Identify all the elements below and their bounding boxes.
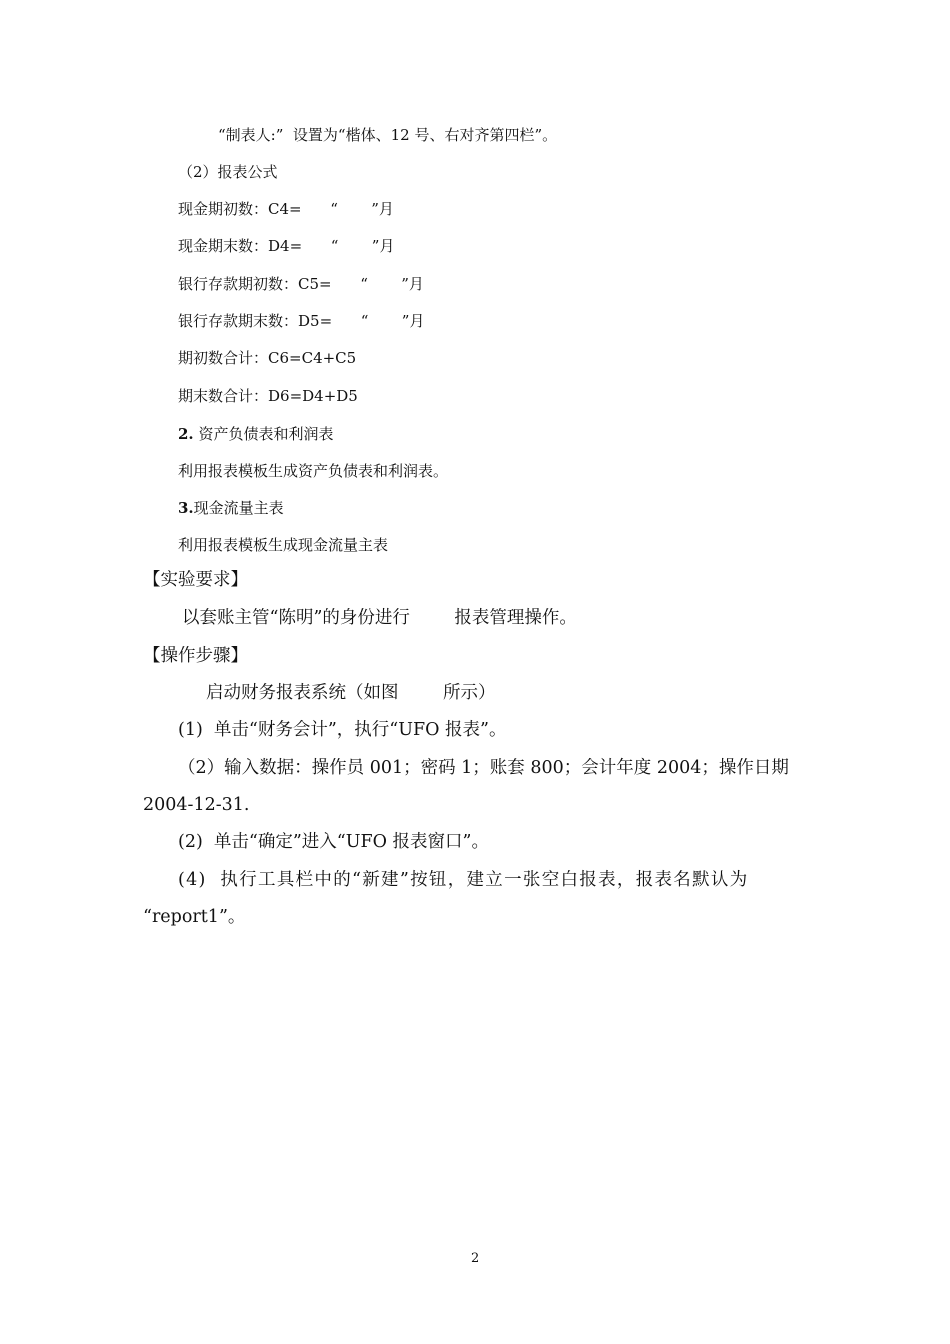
preparer-setting-text: “制表人:” 设置为“楷体、12 号、右对齐第四栏”。 — [218, 126, 558, 144]
formula-line: 现金期末数：D4= “ ”月 — [178, 237, 395, 255]
formula-line: 期初数合计：C6=C4+C5 — [178, 349, 357, 367]
formula-line: 现金期初数：C4= “ ”月 — [178, 200, 394, 218]
step-2-line-1: （2）输入数据：操作员 001；密码 1；账套 800；会计年度 2004；操作日期 — [178, 758, 789, 778]
step-3: (2) 单击“确定”进入“UFO 报表窗口”。 — [178, 832, 490, 852]
requirements-text: 以套账主管“陈明”的身份进行 报表管理操作。 — [182, 608, 577, 628]
formula-heading: （2）报表公式 — [178, 163, 278, 181]
item2-heading — [178, 427, 333, 442]
step-2-line-2: 2004-12-31. — [143, 795, 250, 815]
requirements-heading: 【实验要求】 — [143, 570, 248, 590]
item2-number: 2. — [178, 425, 194, 443]
step-4-line-2: “report1”。 — [143, 907, 246, 927]
item2-title: 资产负债表和利润表 — [193, 425, 334, 443]
item3-text: 利用报表模板生成现金流量主表 — [178, 536, 389, 554]
item3-number: 3. — [178, 499, 194, 517]
item2-text: 利用报表模板生成资产负债表和利润表。 — [178, 462, 449, 480]
step-4-line-1: (4) 执行工具栏中的“新建”按钮，建立一张空白报表，报表名默认为 — [178, 870, 749, 890]
item3-title: 现金流量主表 — [193, 499, 284, 517]
formula-line: 银行存款期初数：C5= “ ”月 — [178, 275, 424, 293]
formula-line: 期末数合计：D6=D4+D5 — [178, 387, 358, 405]
page-number: 2 — [471, 1251, 480, 1266]
step-1: (1) 单击“财务会计”，执行“UFO 报表”。 — [178, 720, 507, 740]
steps-intro: 启动财务报表系统（如图 所示） — [206, 683, 496, 703]
steps-heading: 【操作步骤】 — [143, 646, 248, 666]
formula-line: 银行存款期末数：D5= “ ”月 — [178, 312, 425, 330]
item3-heading — [178, 501, 284, 516]
